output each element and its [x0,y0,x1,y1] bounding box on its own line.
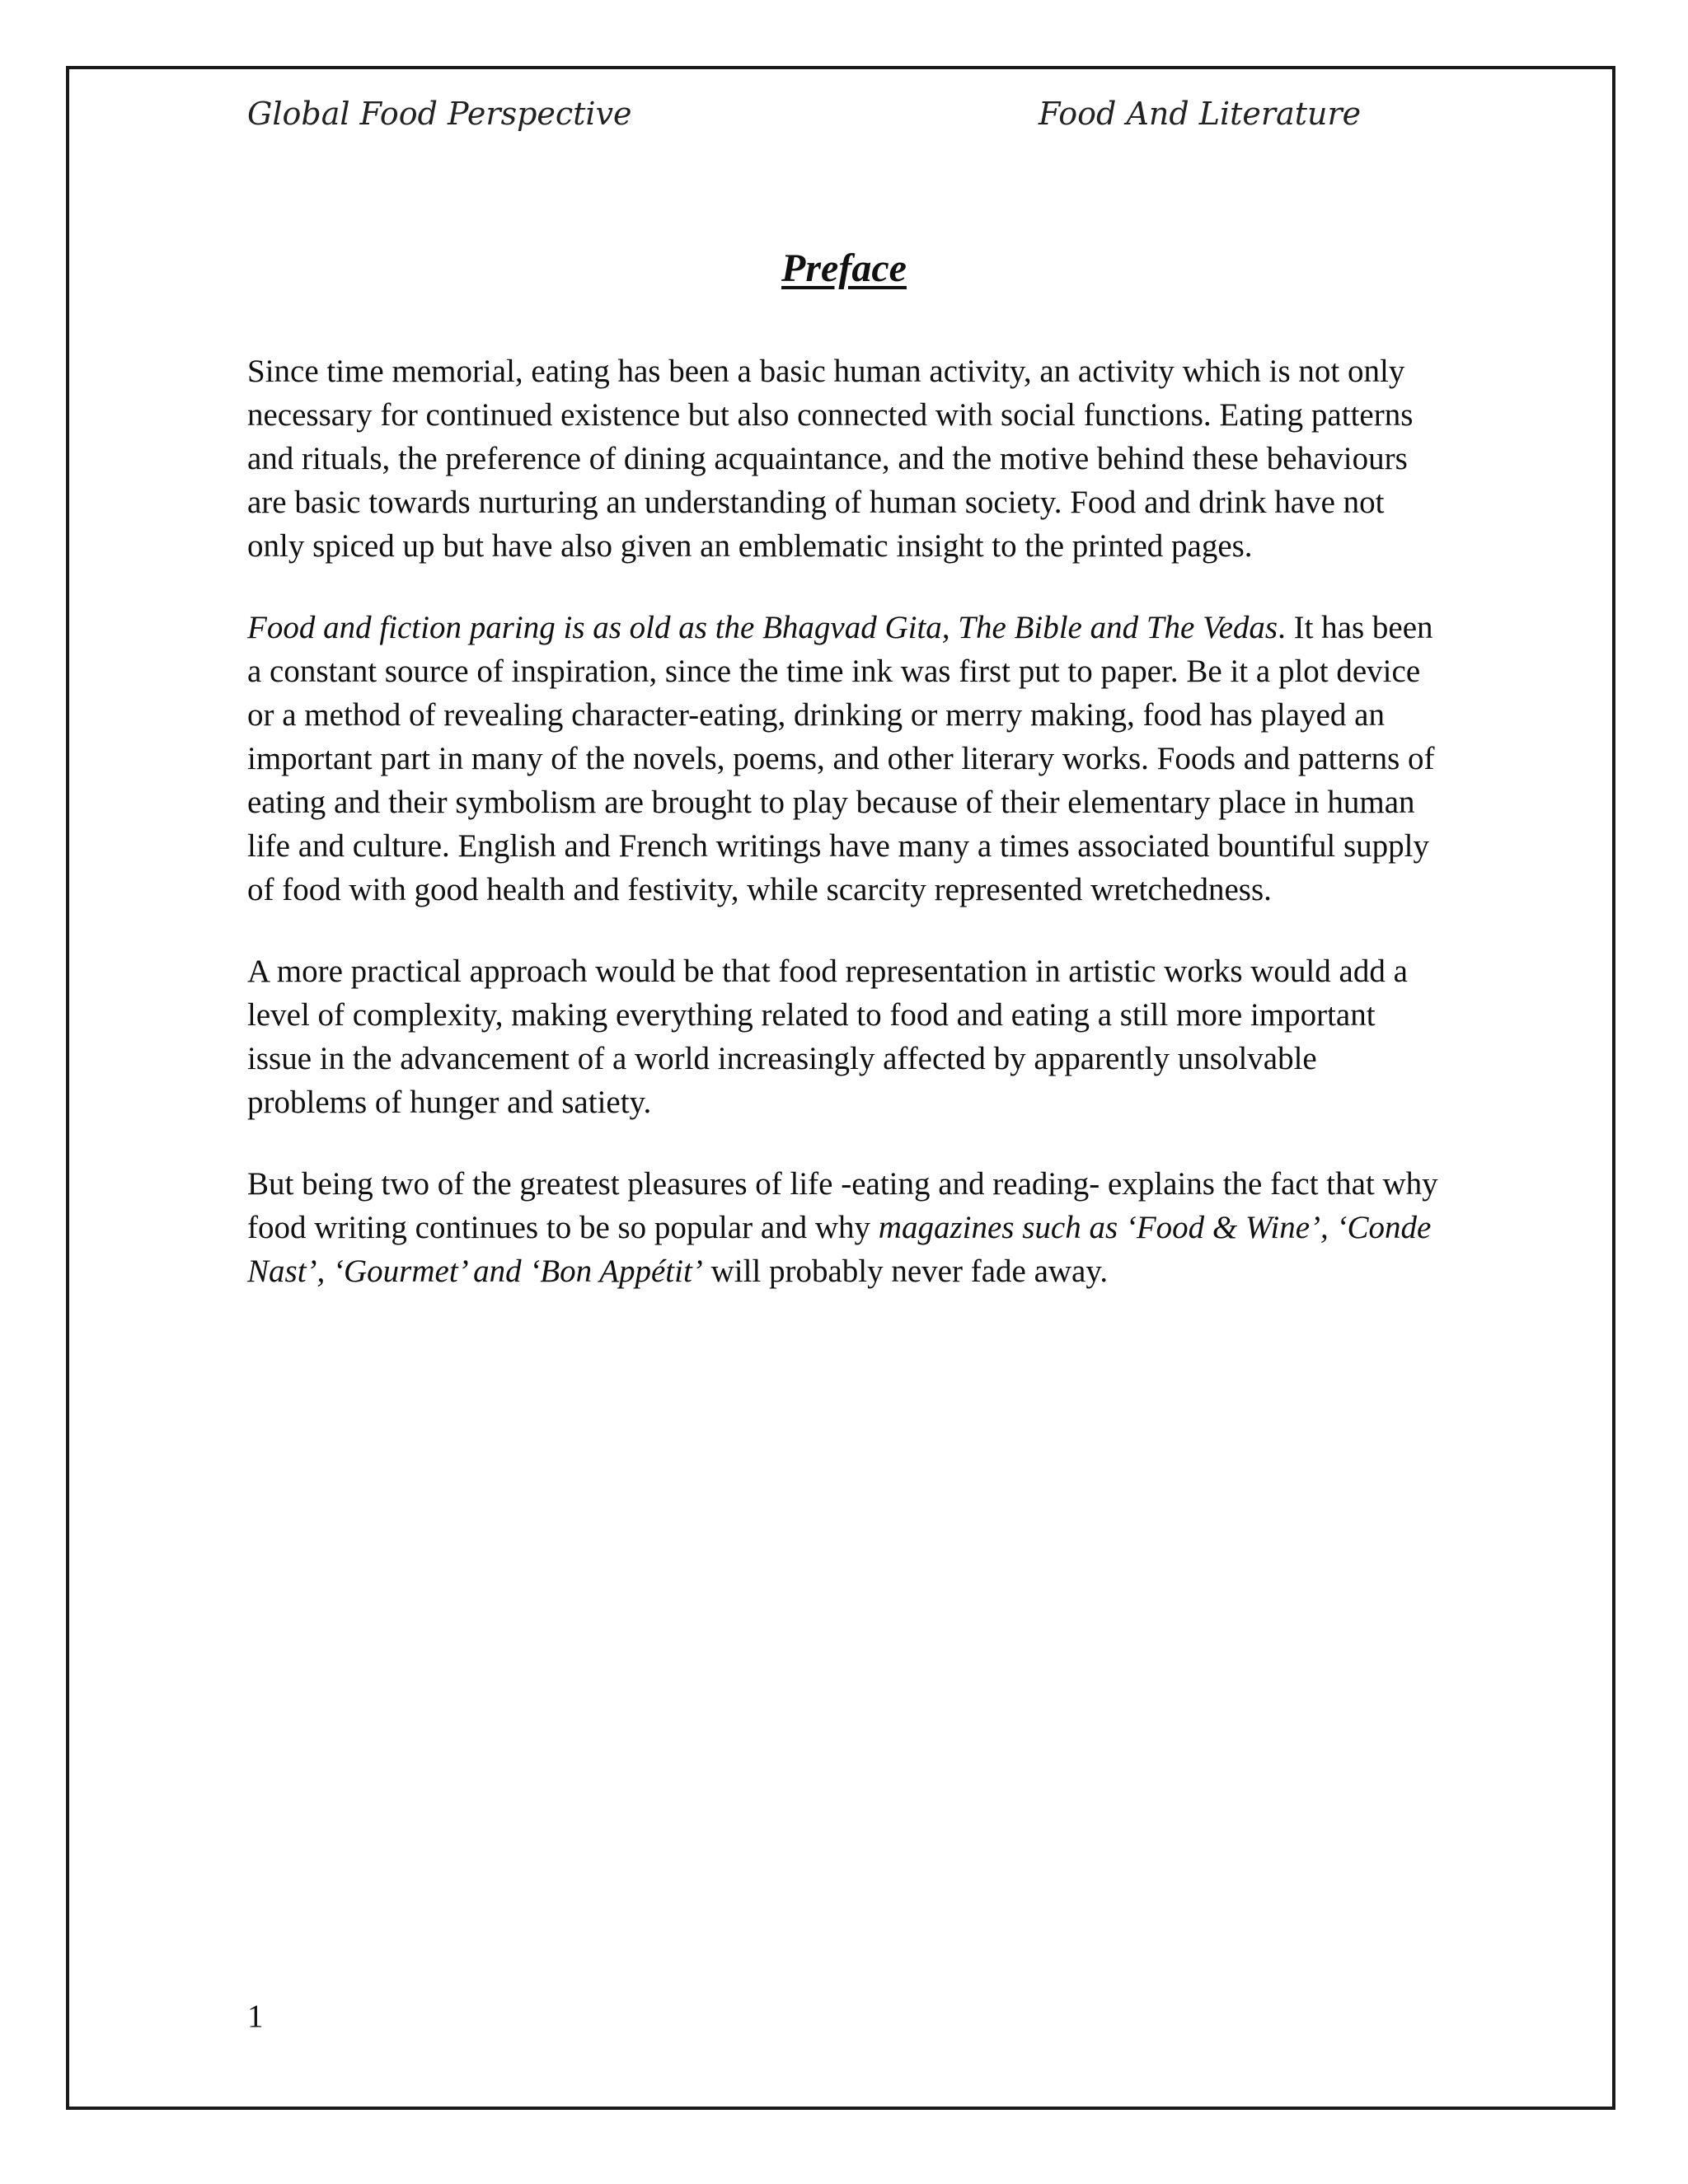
page-title: Preface [781,246,907,290]
paragraph-4 [247,1162,1438,1293]
paragraph-4-start: But being two of the greatest pleasures of life -eating and reading- explains the fact that why food writing continues to be so popular and why [247,1166,1438,1245]
paragraph-2-italic: Food and fiction paring is as old as the Bhagvad Gita, The Bible and The Vedas [247,610,1278,645]
paragraph-2 [247,606,1438,912]
body-text [247,349,1438,1331]
paragraph-1: Since time memorial, eating has been a basic human activity, an activity which is not only necessary for continued existence but also connected with social functions. Eating patterns and rituals, the preference of dining acquaintance, and the motive behind these behaviours are basic towards nurturing an understanding of human society. Food and drink have not only spiced up but have also given an emblematic insight to the printed pages. [247,354,1414,564]
header-chapter-title: Food And Literature [1039,96,1362,132]
paragraph-4-end: will probably never fade away. [702,1254,1109,1289]
running-header [247,96,1368,145]
paragraph-2-rest: . It has been a constant source of inspiration, since the time ink was first put to paper. Be it a plot device or a method of revealing character-eating, drinking or merry making, food has played an important part in many of the novels, poems, and other literary works. Foods and patterns of eating and their symbolism are brought to play because of their elementary place in human life and culture. English and French writings have many a times associated bountiful supply of food with good health and festivity, while scarcity represented wretchedness. [247,610,1435,907]
header-book-title: Global Food Perspective [247,96,632,132]
paragraph-3: A more practical approach would be that food representation in artistic works would add a level of complexity, making everything related to food and eating a still more important issue in the advancement of a world increasingly affected by apparently unsolvable problems of hunger and satiety. [247,954,1408,1120]
page-number: 1 [247,1999,264,2034]
paragraph-4-italic: magazines such as ‘Food & Wine’, ‘Conde Nast’, ‘Gourmet’ and ‘Bon Appétit’ [247,1210,1432,1289]
